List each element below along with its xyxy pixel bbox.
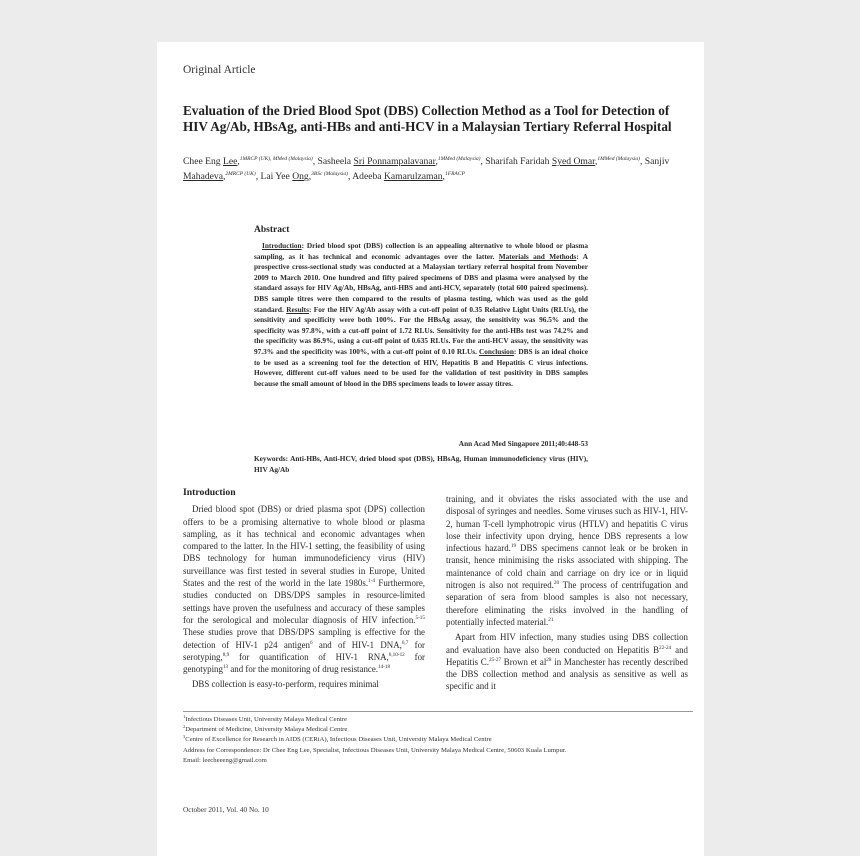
paragraph: training, and it obviates the risks associated with the use and disposal of syringes and needles. Some viruses such as HIV-1, HIV-2, human T-cell lymphotropic virus (HTLV) and hepatitis C virus lose their infectivity upon drying, hence DBS represents a low infectious hazard.$^{19}$ DBS specimens cannot leak or be broken in transit, hence minimising the risks associated with shipping. The maintenance of cold chain and carriage on dry ice or in liquid nitrogen is also not required.$^{20}$ The process of centrifugation and separation of sera from blood samples is also not necessary, therefore eliminating the risks involved in the handling of potentially infected material.$^{21}$ — [446, 494, 688, 627]
author-name: Sasheela Sri Ponnampalavanar,$^{1MMed (Malaysia)}$ — [317, 156, 481, 168]
abstract-body: Introduction: Dried blood spot (DBS) collection is an appealing alternative to whole blood or plasma sampling, as it has technical and economic advantages over the latter. Materials and Methods: A prospective cross-sectional study was conducted at a Malaysian tertiary referral hospital from November 2009 to March 2010. One hundred and fifty paired specimens of DBS and plasma were analysed by the standard assays for HIV Ag/Ab, HBsAg, anti-HBS and anti-HCV, separately (total 600 paired specimens). DBS sample titres were then compared to the results of plasma testing, which was used as the gold standard. Results: For the HIV Ag/Ab assay with a cut-off point of 0.35 Relative Light Units (RLUs), the sensitivity and specificity were both 100%. For the HBsAg assay, the sensitivity was 96.5% and the specificity was 97.8%, with a cut-off point of 1.72 RLUs. Sensitivity for the anti-HBs test was 74.2% and the specificity was 86.9%, using a cut-off point of 0.635 RLUs. For the anti-HCV assay, the sensitivity was 97.3% and the specificity was 100%, with a cut-off point of 0.10 RLUs. Conclusion: DBS is an ideal choice to be used as a screening tool for the detection of HIV, Hepatitis B and Hepatitis C virus infections. However, different cut-off values need to be used for the validation of test positivity in DBS samples because the small amount of blood in the DBS specimens leads to lower assay titres. — [254, 241, 589, 388]
paragraph: DBS collection is easy-to-perform, requires minimal — [192, 679, 379, 690]
column-left — [183, 487, 425, 691]
author-list: Chee Eng Lee,$^{1MRCP (UK), MMed (Malaysia)}$, Sasheela Sri Ponnampalavanar,$^{1MMed (Malaysia)}$, Sharifah Faridah Syed Omar,$^{1MMed (Malaysia)}$, Sanjiv Mahadeva,$^{2MRCP (UK)}$, Lai Yee Ong,$^{3BSc (Malaysia)}$, Adeeba Kamarulzaman,$^{1FRACP}$ — [183, 156, 670, 183]
footnote: $^3$Centre of Excellence for Research in AIDS (CERiA), Infectious Diseases Unit, University Malaya Medical Centre — [183, 734, 492, 744]
author-name: Lai Yee Ong,$^{3BSc (Malaysia)}$ — [260, 171, 348, 183]
introduction-heading: Introduction — [183, 487, 236, 498]
author-name: Adeeba Kamarulzaman,$^{1FRACP}$ — [352, 171, 465, 183]
article-page — [157, 42, 704, 856]
author-name: Chee Eng Lee,$^{1MRCP (UK), MMed (Malaysia)}$ — [183, 156, 313, 168]
results-label: Results — [286, 304, 309, 314]
intro-label: Introduction — [262, 241, 302, 250]
section-label: Original Article — [183, 64, 256, 76]
page-footer: October 2011, Vol. 40 No. 10 — [183, 805, 269, 814]
methods-label: Materials and Methods — [498, 251, 577, 261]
footnote: $^2$Department of Medicine, University Malaya Medical Centre — [183, 723, 348, 734]
author-name: Sanjiv Mahadeva,$^{2MRCP (UK)}$ — [183, 156, 670, 183]
footnotes — [183, 715, 693, 766]
article-title: Evaluation of the Dried Blood Spot (DBS) Collection Method as a Tool for Detection of HIV Ag/Ab, HBsAg, anti-HBs and anti-HCV in a Malaysian Tertiary Referral Hospital — [183, 103, 672, 134]
author-name: Sharifah Faridah Syed Omar,$^{1MMed (Malaysia)}$ — [485, 156, 640, 168]
journal-citation: Ann Acad Med Singapore 2011;40:448-53 — [458, 439, 588, 448]
paragraph: Dried blood spot (DBS) or dried plasma spot (DPS) collection offers to be a promising alternative to whole blood or plasma sampling, as it has technical and economic advantages when compared to the latter. In the HIV-1 setting, the feasibility of using DBS technology for human immunodeficiency virus (HIV) surveillance was first tested in several studies in Europe, United States and the rest of the world in the late 1980s.$^{1-4}$ Furthermore, studies conducted on DBS/DPS samples in resource-limited settings have proven the usefulness and accuracy of these samples for the serological and molecular diagnosis of HIV infection.$^{5-15}$ These studies prove that DBS/DPS sampling is effective for the detection of HIV-1 p24 antigen$^6$ and of HIV-1 DNA,$^{6,7}$ for serotyping,$^{8,9}$ for quantification of HIV-1 RNA,$^{6,10-12}$ for genotyping$^{13}$ and for the monitoring of drug resistance.$^{14-18}$ — [183, 504, 425, 675]
paragraph: Apart from HIV infection, many studies using DBS collection and evaluation have also been conducted on Hepatitis $B^{22-24}$ and Hepatitis C.$^{25-27}$ Brown et $al^{28}$ in Manchester has recently described the DBS collection method and analysis as sensitive as well as specific and it — [446, 632, 688, 692]
footnote: $^1$Infectious Diseases Unit, University Malaya Medical Centre — [183, 713, 348, 723]
footnote: Address for Correspondence: Dr Chee Eng Lee, Specialist, Infectious Diseases Unit, University Malaya Medical Centre, 50603 Kuala Lumpur. — [183, 746, 567, 754]
column-right — [446, 493, 688, 693]
conclusion-label: Conclusion — [479, 346, 514, 356]
footnote-divider — [183, 711, 693, 712]
abstract — [254, 225, 588, 389]
footnote-email: Email: leecheeeng@gmail.com — [183, 756, 267, 764]
abstract-heading: Abstract — [254, 225, 290, 235]
keywords: Keywords: Anti-HBs, Anti-HCV, dried blood spot (DBS), HBsAg, Human immunodeficiency virus (HIV), HIV Ag/Ab — [254, 454, 588, 474]
